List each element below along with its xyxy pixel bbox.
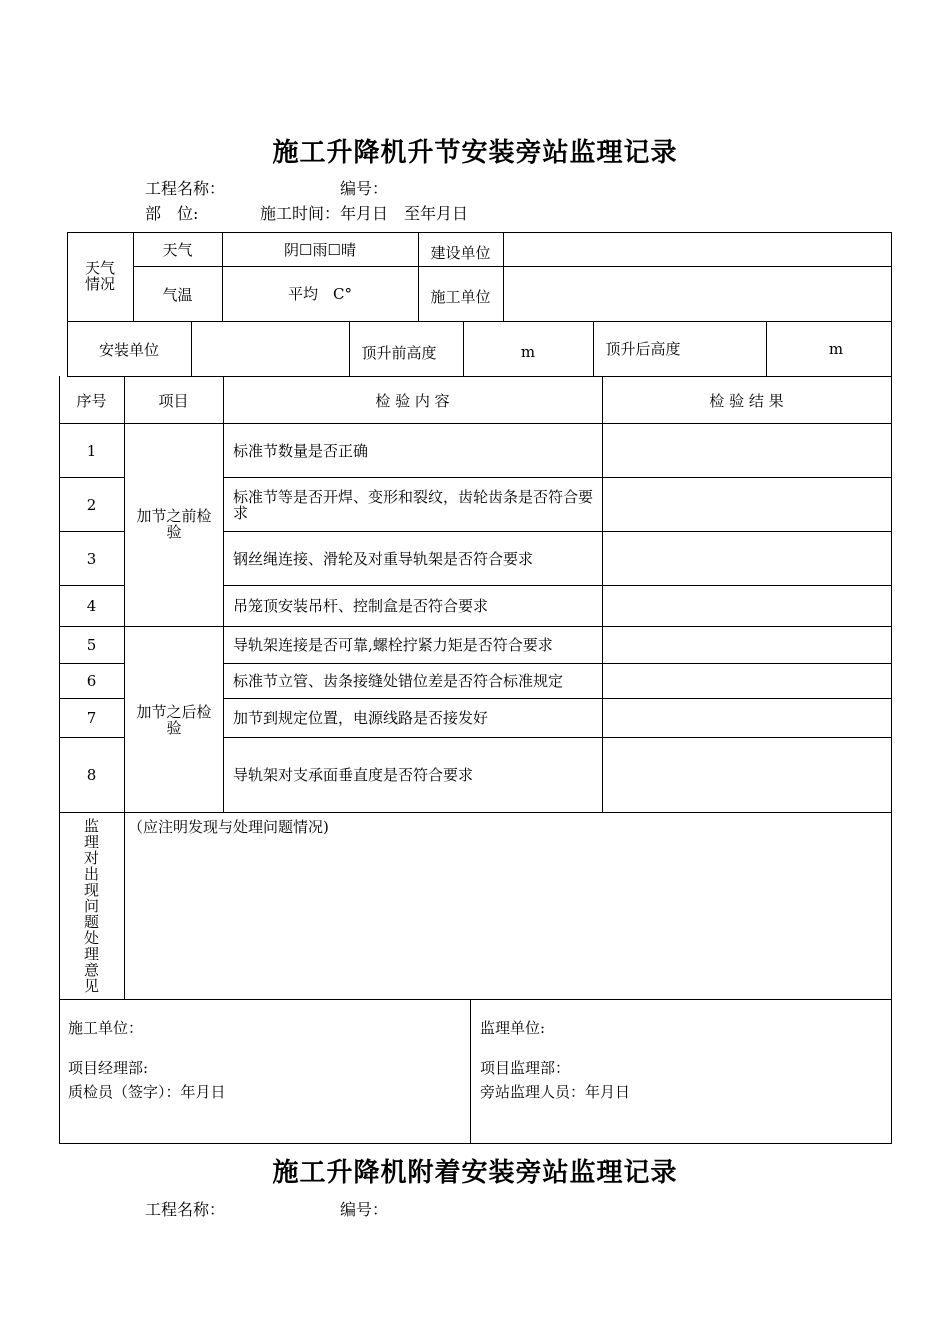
sign-right-unit: 监理单位: [480, 1019, 546, 1037]
project-name-label: 工程名称： [145, 179, 226, 198]
temperature-label: 气温 [162, 285, 193, 304]
sign-left-person: 质检员（签字）：年月日 [68, 1083, 226, 1101]
header-content: 检 验 内 容 [375, 391, 450, 410]
header-item: 项目 [158, 391, 189, 410]
location-label: 部 位: [145, 204, 199, 223]
row-content: 钢丝绳连接、滑轮及对重导轨架是否符合要求 [233, 549, 534, 568]
temperature-value: 平均 C° [288, 284, 352, 303]
height-before-unit: m [520, 343, 536, 361]
row-content: 标准节数量是否正确 [233, 441, 369, 460]
group-after-label: 加节之后检验 [136, 703, 212, 737]
row-content: 导轨架连接是否可靠,螺栓拧紧力矩是否符合要求 [233, 636, 553, 654]
builder-label: 施工单位 [430, 287, 491, 306]
opinion-label: 监理对出现问题处理意见 [83, 817, 99, 995]
weather-label: 天气 [162, 240, 193, 259]
opinion-label-cell [59, 813, 124, 999]
row-content: 标准节等是否开焊、变形和裂纹，齿轮齿条是否符合要求 [233, 487, 594, 522]
header-result: 检 验 结 果 [709, 391, 784, 410]
row-seq: 6 [86, 672, 97, 690]
row-seq: 5 [86, 636, 97, 654]
weather-group-label: 天气情况 [84, 259, 115, 293]
construction-time-label: 施工时间：年月日 至年月日 [260, 204, 469, 223]
construction-party-label: 建设单位 [430, 243, 491, 262]
record2-title: 施工升降机附着安装旁站监理记录 [272, 1158, 678, 1188]
row-seq: 3 [86, 549, 97, 568]
row-content: 加节到规定位置，电源线路是否接发好 [233, 709, 489, 727]
row-seq: 2 [86, 495, 97, 514]
row-seq: 4 [86, 597, 97, 615]
number-label: 编号： [340, 179, 389, 198]
header-seq: 序号 [76, 391, 107, 410]
sign-right-dept: 项目监理部： [480, 1059, 571, 1077]
sign-right-person: 旁站监理人员：年月日 [480, 1083, 631, 1101]
height-before-label: 顶升前高度 [361, 343, 437, 362]
opinion-note: （应注明发现与处理问题情况) [128, 818, 329, 836]
row-seq: 1 [86, 441, 97, 460]
row-seq: 7 [86, 709, 97, 727]
row-content: 吊笼顶安装吊杆、控制盒是否符合要求 [233, 597, 489, 615]
sign-left-unit: 施工单位： [68, 1019, 144, 1037]
row-content: 标准节立管、齿条接缝处错位差是否符合标准规定 [233, 672, 564, 690]
height-after-label: 顶升后高度 [605, 339, 681, 358]
row-content: 导轨架对支承面垂直度是否符合要求 [233, 766, 474, 784]
row-seq: 8 [86, 766, 97, 784]
record-title: 施工升降机升节安装旁站监理记录 [272, 138, 678, 168]
sign-left-dept: 项目经理部: [68, 1059, 149, 1077]
weather-value: 阴☐雨☐晴 [284, 240, 356, 259]
group-before-label: 加节之前检验 [136, 507, 212, 541]
record2-number-label: 编号： [340, 1200, 389, 1219]
record2-project-name-label: 工程名称： [145, 1200, 226, 1219]
install-unit-label: 安装单位 [98, 340, 159, 359]
height-after-unit: m [828, 340, 844, 358]
